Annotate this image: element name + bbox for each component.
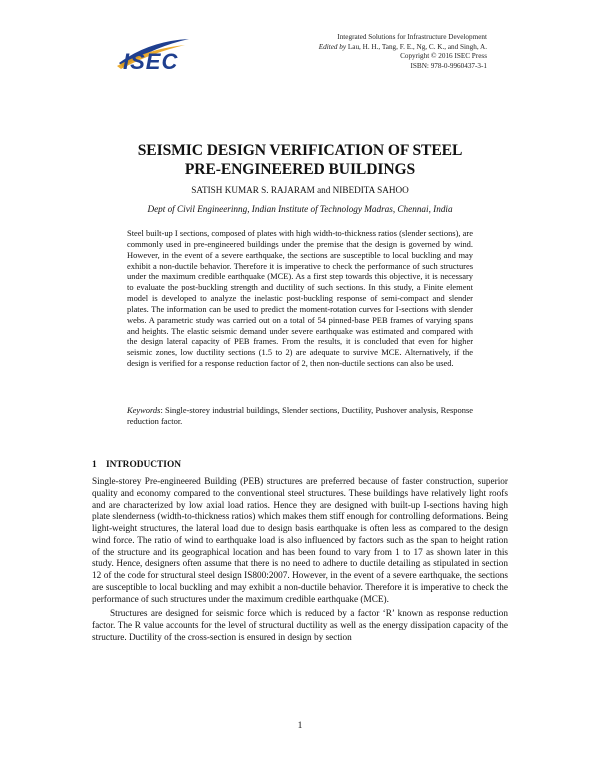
keywords-text: : Single-storey industrial buildings, Slender sections, Ductility, Pushover analysis, Response reduction factor.: [127, 405, 473, 426]
section-body: [92, 477, 508, 648]
section-number: 1: [92, 460, 97, 470]
isec-logo-graphic: [113, 33, 193, 77]
paragraph: Single-storey Pre-engineered Building (PEB) structures are preferred because of faster construction, superior quality and economy compared to the conventional steel structures. These buildings have relatively light roofs and are characterized by low axial load ratios. Hence they are designed with built-up I-sections having high plate slenderness (width-to-thickness ratios) which makes them stiff enough for controlling deformations. Being light-weight structures, the lateral load due to design basis earthquake is often less as compared to the design wind force. The ratio of wind to earthquake load is also influenced by factors such as the span to height ration of the structure and its geographical location and has been found to vary from 1 to 17 as shown later in this study. Hence, designers often assume that there is no need to adhere to ductile detailing as stipulated in section 12 of the code for structural steel design IS800:2007. However, in the event of a severe earthquake, the sections are susceptible to local buckling and may exhibit a non-ductile behavior. Therefore it is imperative to check the performance of such structures under the maximum credible earthquake (MCE).: [92, 477, 508, 605]
paragraph: Structures are designed for seismic force which is reduced by a factor ‘R’ known as response reduction factor. The R value accounts for the level of structural ductility as well as the energy dissipation capacity of the structure. Ductility of the cross-section is ensured in design by section: [92, 609, 508, 643]
title-line-1: SEISMIC DESIGN VERIFICATION OF STEEL: [137, 142, 463, 159]
affiliation: Dept of Civil Engineerinng, Indian Institute of Technology Madras, Chennai, India: [147, 204, 453, 214]
logo-text: ISEC: [123, 49, 179, 74]
copyright: Copyright © 2016 ISEC Press: [400, 52, 487, 61]
keywords-label: Keywords: [127, 405, 161, 415]
page-number: 1: [297, 721, 303, 731]
section-heading: [92, 459, 181, 471]
paper-title: [0, 141, 600, 179]
isbn: ISBN: 978-0-9960437-3-1: [410, 61, 487, 70]
title-line-2: PRE-ENGINEERED BUILDINGS: [184, 161, 416, 178]
abstract: [127, 228, 473, 369]
keywords: [127, 405, 473, 427]
isec-logo: [113, 33, 193, 77]
publication-header: [319, 33, 487, 71]
edited-by-label: Edited by: [318, 42, 347, 51]
abstract-text: Steel built-up I sections, composed of plates with high width-to-thickness ratios (slender sections), are commonly used in pre-engineered buildings under the premise that the design is governed by wind. However, in the event of a severe earthquake, the sections are susceptible to local buckling and may exhibit a non-ductile behavior. Therefore it is imperative to check the performance of such structures under the maximum credible earthquake (MCE). As a first step towards this objective, it is necessary to evaluate the post-buckling strength and ductility of such sections. In this study, a Finite element model is developed to analyze the inelastic post-buckling response of semi-compact and slender plates. The information can be used to predict the moment-rotation curves for I-sections with slender webs. A parametric study was carried out on a total of 54 pinned-base PEB frames of varying spans and heights. The elastic seismic demand under severe earthquake was estimated and compared with the design lateral capacity of PEB frames. From the results, it is concluded that even for higher seismic zones, low ductility sections (1.5 to 2) are adequate to survive MCE. Alternatively, if the design is verified for a response reduction factor of 2, then non-ductile sections can also be used.: [127, 228, 473, 369]
book-title: Integrated Solutions for Infrastructure Development: [337, 33, 487, 41]
editors-line: [319, 43, 487, 53]
authors: SATISH KUMAR S. RAJARAM and NIBEDITA SAHOO: [191, 185, 409, 195]
editors: Lau, H. H., Tang, F. E., Ng, C. K., and Singh, A.: [347, 42, 487, 51]
section-title: INTRODUCTION: [106, 460, 182, 470]
